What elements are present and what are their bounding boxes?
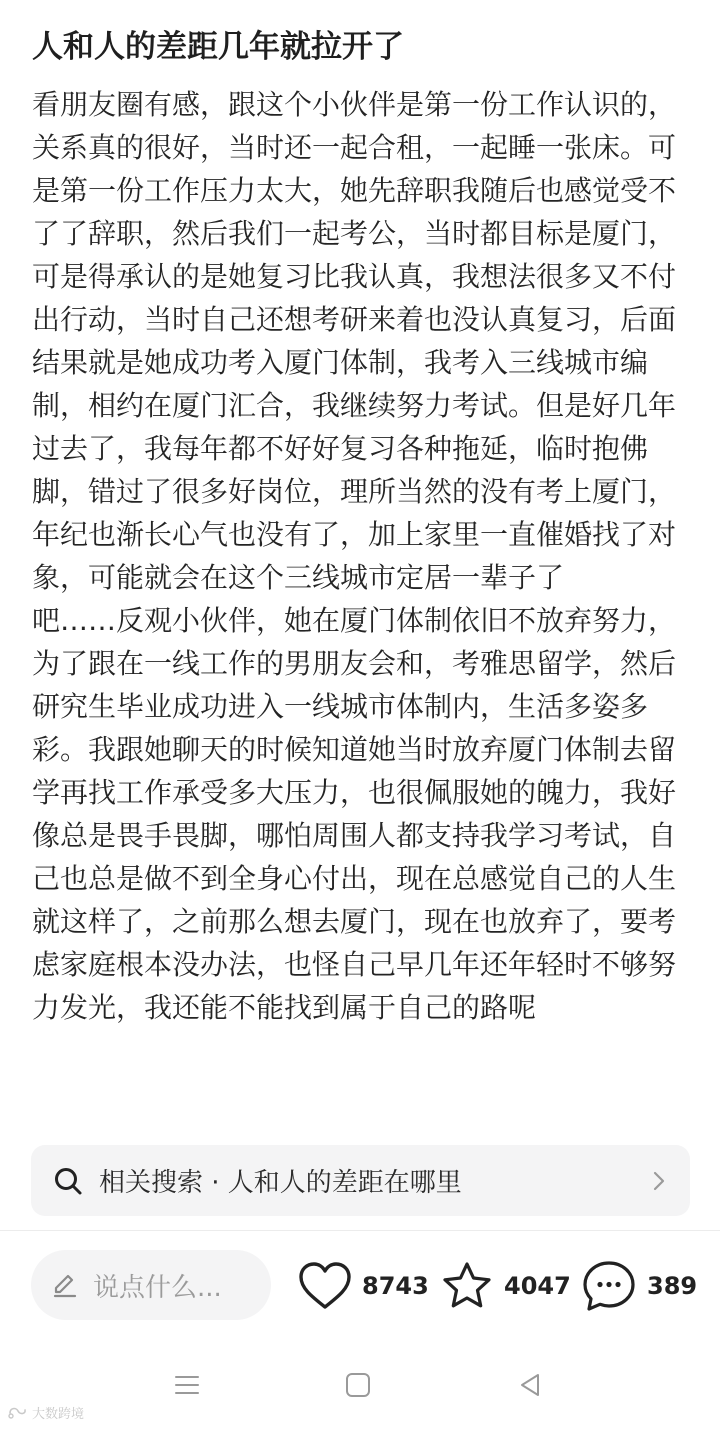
nav-menu-button[interactable] (170, 1368, 204, 1402)
divider (0, 1230, 720, 1231)
watermark-text: 大数跨境 (32, 1407, 85, 1422)
star-icon (440, 1260, 494, 1312)
back-icon (516, 1371, 544, 1399)
watermark-logo-icon (6, 1405, 28, 1421)
like-button[interactable] (298, 1258, 429, 1314)
post-body: 看朋友圈有感，跟这个小伙伴是第一份工作认识的，关系真的很好，当时还一起合租，一起睡一张床。可是第一份工作压力太大，她先辞职我随后也感觉受不了了辞职，然后我们一起考公，当时都目标是厦门，可是得承认的是她复习比我认真，我想法很多又不付出行动，当时自己还想考研来着也没认真复习，后面结果就是她成功考入厦门体制，我考入三线城市编制，相约在厦门汇合，我继续努力考试。但是好几年过去了，我每年都不好好复习各种拖延，临时抱佛脚，错过了很多好岗位，理所当然的没有考上厦门，年纪也渐长心气也没有了，加上家里一直催婚找了对象，可能就会在这个三线城市定居一辈子了 吧……反观小伙伴，她在厦门体制依旧不放弃努力，为了跟在一线工作的男朋友会和，考雅思留学，然后研究生毕业成功进入一线城市体制内，生活多姿多彩。我跟她聊天的时候知道她当时放弃厦门体制去留学再找工作承受多大压力，也很佩服她的魄力，我好像总是畏手畏脚，哪怕周围人都支持我学习考试，自己也总是做不到全身心付出，现在总感觉自己的人生就这样了，之前那么想去厦门，现在也放弃了，要考虑家庭根本没办法，也怪自己早几年还年轻时不够努力发光，我还能不能找到属于自己的路呢 (32, 88, 677, 1024)
favorite-count: 4047 (504, 1272, 571, 1300)
related-search-label: 相关搜索 · 人和人的差距在哪里 (99, 1168, 462, 1198)
menu-icon (173, 1373, 201, 1397)
nav-home-button[interactable] (341, 1368, 375, 1402)
chevron-right-icon (650, 1170, 668, 1192)
comment-bubble-icon (581, 1259, 637, 1313)
watermark (6, 1403, 84, 1422)
comment-input[interactable] (31, 1250, 271, 1320)
home-icon (344, 1371, 372, 1399)
nav-back-button[interactable] (513, 1368, 547, 1402)
post-title: 人和人的差距几年就拉开了 (32, 29, 404, 65)
pencil-icon (51, 1271, 79, 1299)
favorite-button[interactable] (440, 1258, 571, 1314)
search-icon (53, 1166, 83, 1196)
comment-placeholder: 说点什么... (93, 1272, 222, 1303)
like-count: 8743 (362, 1272, 429, 1300)
comment-count: 389 (647, 1272, 698, 1300)
heart-icon (298, 1261, 352, 1311)
related-search-bar[interactable] (31, 1145, 690, 1216)
comment-button[interactable] (581, 1258, 697, 1314)
